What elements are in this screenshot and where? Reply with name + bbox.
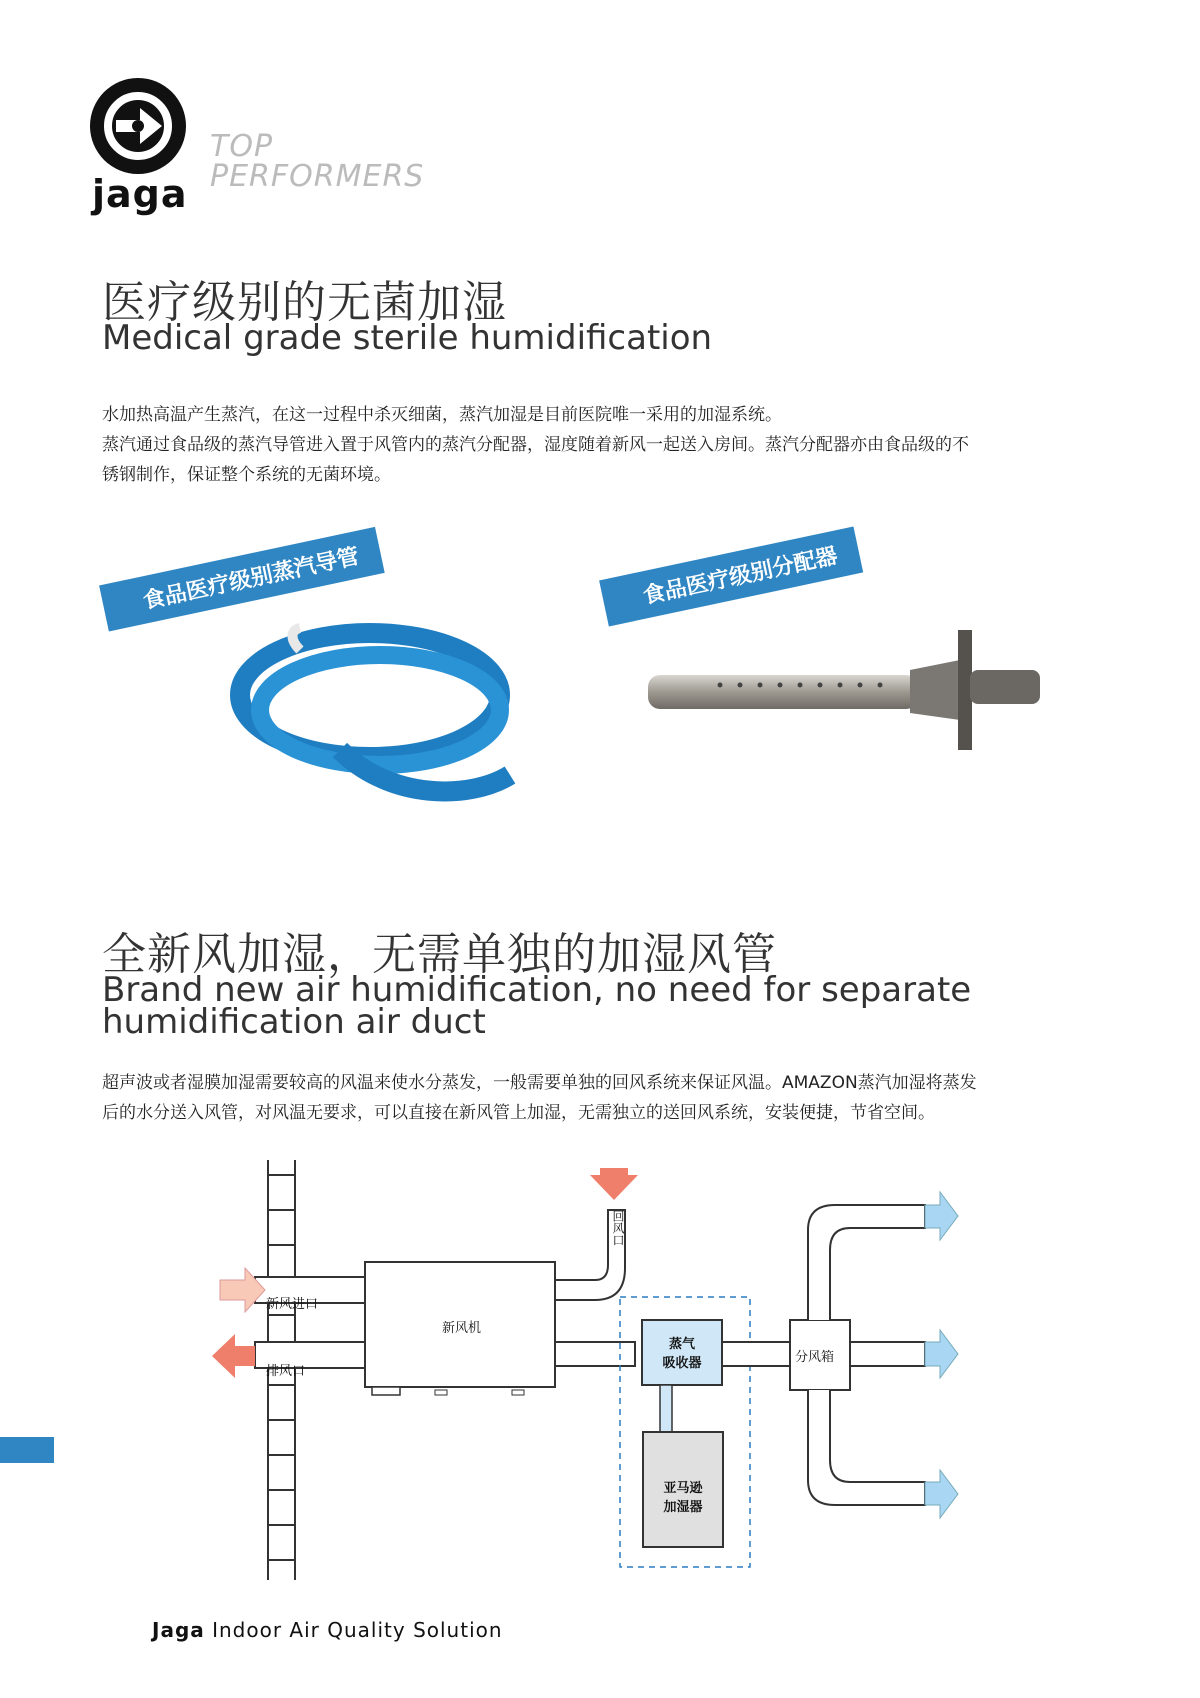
section2-paragraph-line1: 超声波或者湿膜加湿需要较高的风温来使水分蒸发，一般需要单独的回风系统来保证风温。AMAZON蒸汽加湿将蒸发: [102, 1073, 977, 1093]
humidification-system-diagram: [0, 1150, 1200, 1600]
page-side-tab: [0, 1437, 54, 1463]
section1-title-en: Medical grade sterile humidification: [102, 318, 713, 358]
hose-banner: 食品医疗级别蒸汽导管: [99, 527, 385, 632]
jaga-logo-text: jaga: [92, 172, 188, 216]
section2-title-en-line1: Brand new air humidification, no need for separate: [102, 970, 972, 1010]
label-fresh-air-inlet: 新风进口: [266, 1297, 319, 1312]
label-steam-absorber: 蒸气 吸收器: [662, 1337, 702, 1371]
section1-title-cn: 医疗级别的无菌加湿: [102, 277, 507, 328]
footer-text: Indoor Air Quality Solution: [212, 1618, 503, 1642]
supply-arrow-bottom: [925, 1470, 958, 1518]
steam-distributor-image: [640, 625, 1060, 755]
tagline-line1: TOP: [210, 129, 274, 164]
section2-paragraph: [102, 1068, 1102, 1128]
distributor-banner: 食品医疗级别分配器: [599, 526, 863, 626]
return-air-arrow: [590, 1168, 638, 1200]
section2-title-en-line2: humidification air duct: [102, 1002, 486, 1042]
tagline: [210, 129, 425, 194]
steam-hose-image: [220, 600, 540, 820]
section1-paragraph-line2: 蒸汽通过食品级的蒸汽导管进入置于风管内的蒸汽分配器，湿度随着新风一起送入房间。蒸汽分配器亦由食品级的不: [102, 435, 969, 455]
label-return-air: 回风口: [611, 1210, 625, 1246]
supply-arrow-middle: [925, 1330, 958, 1378]
section2-title-en: [102, 970, 972, 1042]
supply-arrow-top: [925, 1192, 958, 1240]
tagline-line2: PERFORMERS: [210, 159, 425, 194]
section2-title-cn: 全新风加湿，无需单独的加湿风管: [102, 929, 777, 980]
jaga-logo-mark: [90, 78, 186, 174]
label-fresh-air-unit: 新风机: [442, 1321, 482, 1336]
exhaust-arrow: [212, 1334, 255, 1378]
ducts-left: [255, 1277, 365, 1368]
section1-paragraph-line1: 水加热高温产生蒸汽，在这一过程中杀灭细菌，蒸汽加湿是目前医院唯一采用的加湿系统。: [102, 405, 782, 425]
section2-paragraph-line2: 后的水分送入风管，对风温无要求，可以直接在新风管上加湿，无需独立的送回风系统，安装便捷，节省空间。: [102, 1103, 935, 1123]
footer-brand: Jaga: [152, 1618, 205, 1642]
fresh-air-inlet-arrow: [220, 1268, 265, 1312]
label-amazon-humidifier: 亚马逊 加湿器: [663, 1481, 703, 1515]
label-exhaust-outlet: 排风口: [266, 1364, 306, 1379]
label-distribution-box: 分风箱: [795, 1350, 835, 1365]
footer: [152, 1618, 503, 1642]
section1-paragraph-line3: 锈钢制作，保证整个系统的无菌环境。: [102, 465, 391, 485]
section1-paragraph: [102, 400, 1102, 490]
